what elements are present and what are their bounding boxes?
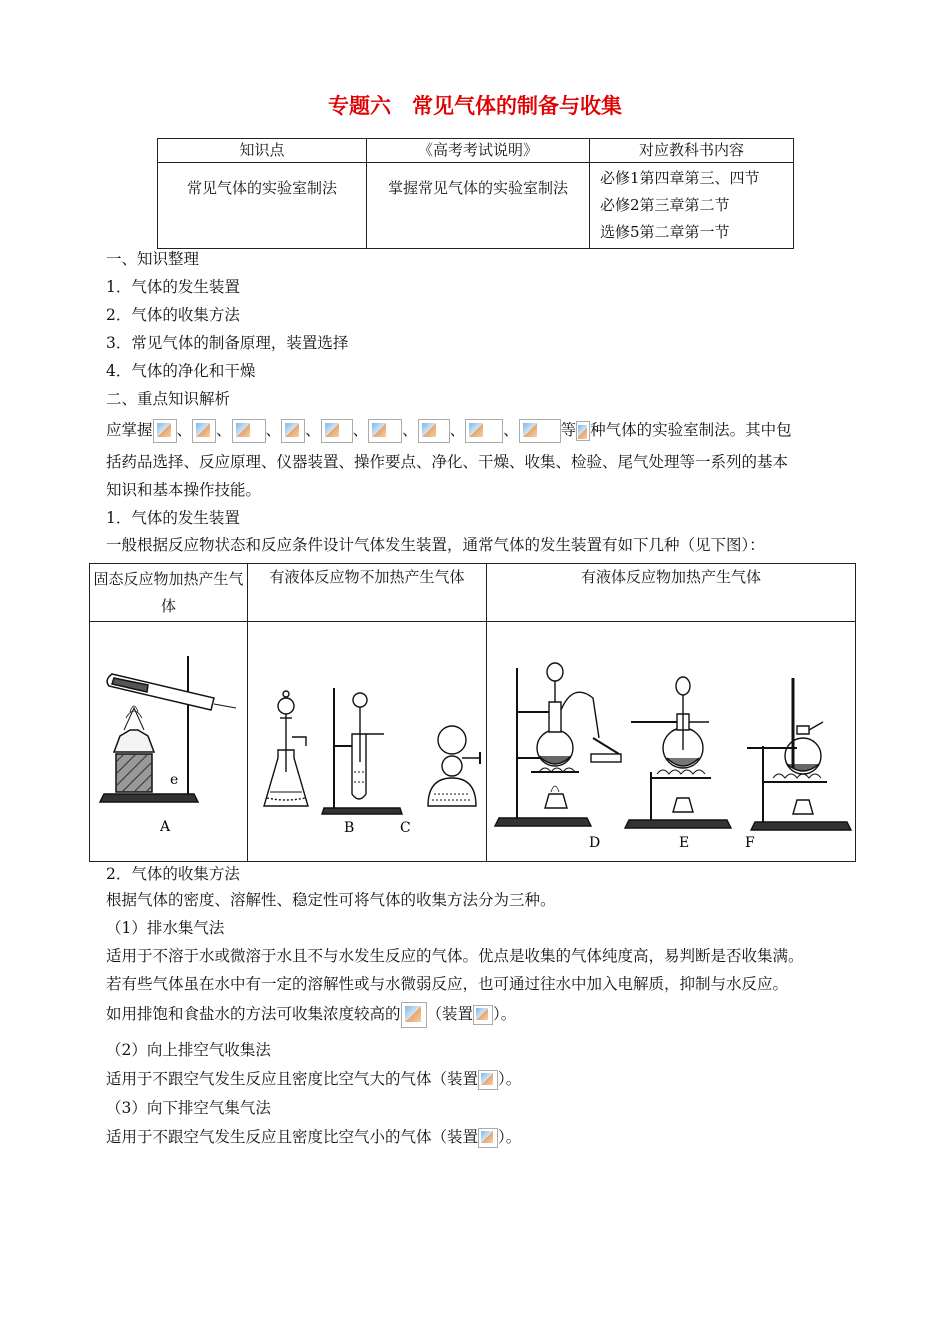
table-cell-textbook: [590, 163, 794, 249]
text: 、: [449, 421, 466, 439]
paragraph-line: 适用于不溶于水或微溶于水且不与水发生反应的气体。优点是收集的气体纯度高，易判断是否收集满。: [106, 947, 804, 965]
apparatus-def-drawing: [487, 622, 855, 862]
paragraph-line: [106, 1126, 521, 1148]
label-e: E: [679, 835, 690, 851]
text: 应掌握: [106, 421, 153, 439]
text: 、: [216, 421, 232, 439]
section-heading: 一、知识整理: [106, 250, 200, 268]
broken-image-icon: [321, 419, 353, 443]
apparatus-cell-def: [487, 622, 856, 862]
apparatus-table: [89, 563, 856, 862]
broken-image-icon: [192, 419, 216, 443]
paragraph-line: 若有些气体虽在水中有一定的溶解性或与水微弱反应，也可通过往水中加入电解质，抑制与水反应。: [106, 975, 789, 993]
section-heading: 二、重点知识解析: [106, 390, 231, 408]
broken-image-icon: [401, 1002, 427, 1028]
list-item: 4．气体的净化和干燥: [106, 362, 256, 380]
text: 适用于不跟空气发生反应且密度比空气大的气体（装置: [106, 1070, 479, 1088]
broken-image-icon: [478, 1128, 498, 1148]
text: 、: [305, 421, 321, 439]
paragraph-line: [106, 1002, 516, 1028]
table-header-topic: 知识点: [158, 139, 367, 163]
broken-image-icon: [473, 1005, 493, 1025]
broken-image-icon: [232, 419, 266, 443]
subsection-heading: 2．气体的收集方法: [106, 865, 240, 883]
table-header-solid-heat: 固态反应物加热产生气体: [90, 564, 248, 622]
apparatus-cell-bc: [248, 622, 487, 862]
paragraph-line: [106, 1068, 521, 1090]
broken-image-icon: [368, 419, 402, 443]
list-item: 2．气体的收集方法: [106, 306, 240, 324]
broken-image-icon: [465, 419, 503, 443]
text: （装置: [426, 1005, 474, 1023]
method-title: （1）排水集气法: [106, 919, 225, 937]
broken-image-icon: [153, 419, 177, 443]
textbook-line: 选修5第二章第一节: [600, 223, 730, 241]
table-header-liquid-noheat: 有液体反应物不加热产生气体: [248, 564, 487, 622]
apparatus-cell-a: [90, 622, 248, 862]
text: ）。: [498, 1128, 522, 1146]
text: 等: [560, 421, 577, 439]
text: 、: [265, 421, 282, 439]
broken-image-icon: [576, 421, 590, 441]
text: 、: [503, 421, 519, 439]
table-header-requirement: 《高考考试说明》: [367, 139, 590, 163]
broken-image-icon: [418, 419, 450, 443]
paragraph-line: 括药品选择、反应原理、仪器装置、操作要点、净化、干燥、收集、检验、尾气处理等一系列的基本: [106, 453, 789, 471]
text: 、: [176, 421, 193, 439]
table-cell-topic: 常见气体的实验室制法: [158, 163, 367, 249]
text: 、: [352, 421, 369, 439]
label-f: F: [745, 835, 755, 851]
broken-image-icon: [281, 419, 305, 443]
apparatus-bc-drawing: [248, 622, 486, 862]
paragraph-line: [106, 418, 792, 443]
paragraph-line: 知识和基本操作技能。: [106, 481, 262, 499]
table-cell-requirement: 掌握常见气体的实验室制法: [367, 163, 590, 249]
syllabus-table: [157, 138, 794, 249]
text: 如用排饱和食盐水的方法可收集浓度较高的: [106, 1005, 401, 1023]
page-title: 专题六 常见气体的制备与收集: [328, 94, 622, 118]
apparatus-a-drawing: [90, 622, 247, 862]
label-a: A: [160, 819, 171, 835]
label-d: D: [589, 835, 601, 851]
text: 、: [402, 421, 418, 439]
text: 适用于不跟空气发生反应且密度比空气小的气体（装置: [106, 1128, 479, 1146]
list-item: 3．常见气体的制备原理，装置选择: [106, 334, 349, 352]
textbook-line: 必修1第四章第三、四节: [600, 169, 760, 187]
list-item: 1．气体的发生装置: [106, 278, 240, 296]
table-header-liquid-heat: 有液体反应物加热产生气体: [487, 564, 856, 622]
broken-image-icon: [478, 1070, 498, 1090]
text: ）。: [493, 1005, 517, 1023]
paragraph-line: 一般根据反应物状态和反应条件设计气体发生装置，通常气体的发生装置有如下几种（见下图）：: [106, 536, 765, 554]
label-b: B: [344, 820, 355, 836]
label-c: C: [400, 820, 411, 836]
broken-image-icon: [519, 419, 561, 443]
table-header-textbook: 对应教科书内容: [590, 139, 794, 163]
paragraph-line: 根据气体的密度、溶解性、稳定性可将气体的收集方法分为三种。: [106, 891, 556, 909]
apparatus-letter-e: e: [170, 772, 179, 788]
textbook-line: 必修2第三章第二节: [600, 196, 730, 214]
text: 种气体的实验室制法。其中包: [590, 421, 792, 439]
text: ）。: [498, 1070, 522, 1088]
method-title: （3）向下排空气集气法: [106, 1099, 271, 1117]
subsection-heading: 1．气体的发生装置: [106, 509, 240, 527]
method-title: （2）向上排空气收集法: [106, 1041, 271, 1059]
